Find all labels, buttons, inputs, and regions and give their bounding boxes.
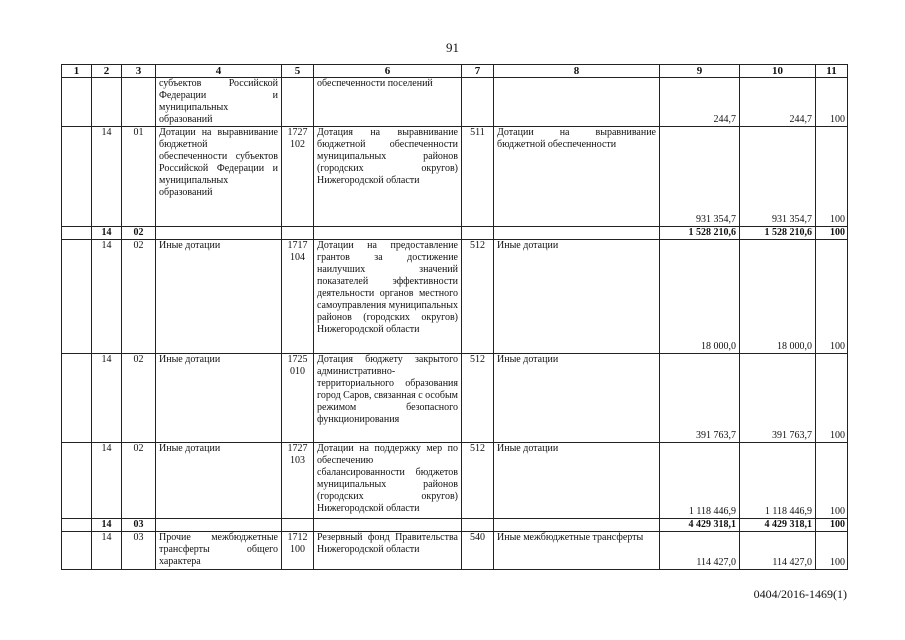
cell-section — [62, 227, 92, 240]
col-header-3: 3 — [122, 65, 156, 78]
cell-target-code — [282, 519, 314, 532]
cell-subchapter: 02 — [122, 443, 156, 519]
cell-section — [62, 519, 92, 532]
cell-section — [62, 78, 92, 127]
cell-target-code: 1712 100 — [282, 532, 314, 570]
col-header-1: 1 — [62, 65, 92, 78]
col-header-6: 6 — [314, 65, 462, 78]
cell-target-code: 1727 103 — [282, 443, 314, 519]
cell-actual: 391 763,7 — [740, 354, 816, 443]
cell-target-code: 1725 010 — [282, 354, 314, 443]
cell-target-name: Дотации на поддержку мер по обеспечению сбалансированности бюджетов муниципальных районов (городских округов) Нижегородской области — [314, 443, 462, 519]
col-header-5: 5 — [282, 65, 314, 78]
cell-target-name — [314, 227, 462, 240]
cell-expense-name: Иные дотации — [494, 443, 660, 519]
cell-subchapter: 02 — [122, 227, 156, 240]
cell-target-name: Резервный фонд Правительства Нижегородской области — [314, 532, 462, 570]
cell-subsection-name: Дотации на выравнивание бюджетной обеспеченности субъектов Российской Федерации и муниципальных образований — [156, 127, 282, 227]
cell-chapter: 14 — [92, 227, 122, 240]
cell-target-name: Дотация на выравнивание бюджетной обеспеченности муниципальных районов (городских округов) Нижегородской области — [314, 127, 462, 227]
cell-expense-name: Иные межбюджетные трансферты — [494, 532, 660, 570]
cell-subsection-name — [156, 519, 282, 532]
cell-subsection-name: Прочие межбюджетные трансферты общего характера — [156, 532, 282, 570]
col-header-2: 2 — [92, 65, 122, 78]
cell-chapter: 14 — [92, 127, 122, 227]
cell-percent: 100 — [816, 240, 848, 354]
cell-actual: 931 354,7 — [740, 127, 816, 227]
cell-planned: 114 427,0 — [660, 532, 740, 570]
cell-chapter: 14 — [92, 240, 122, 354]
col-header-9: 9 — [660, 65, 740, 78]
table-row — [62, 127, 848, 227]
cell-planned: 244,7 — [660, 78, 740, 127]
cell-chapter: 14 — [92, 443, 122, 519]
table-row — [62, 443, 848, 519]
col-header-4: 4 — [156, 65, 282, 78]
cell-percent: 100 — [816, 532, 848, 570]
cell-subsection-name: Иные дотации — [156, 354, 282, 443]
cell-percent: 100 — [816, 227, 848, 240]
cell-subsection-name — [156, 227, 282, 240]
cell-subsection-name: Иные дотации — [156, 240, 282, 354]
cell-chapter: 14 — [92, 519, 122, 532]
cell-target-code — [282, 78, 314, 127]
cell-expense-code — [462, 519, 494, 532]
cell-planned: 931 354,7 — [660, 127, 740, 227]
cell-subchapter: 02 — [122, 240, 156, 354]
cell-section — [62, 443, 92, 519]
table-row — [62, 354, 848, 443]
col-header-8: 8 — [494, 65, 660, 78]
cell-target-name: Дотация бюджету закрытого административно-территориального образования город Саров, связанная с особым режимом безопасного функционирования — [314, 354, 462, 443]
cell-expense-name — [494, 78, 660, 127]
cell-planned: 4 429 318,1 — [660, 519, 740, 532]
cell-planned: 1 528 210,6 — [660, 227, 740, 240]
budget-table — [61, 64, 848, 570]
cell-expense-code: 540 — [462, 532, 494, 570]
col-header-11: 11 — [816, 65, 848, 78]
cell-section — [62, 532, 92, 570]
cell-actual: 114 427,0 — [740, 532, 816, 570]
cell-expense-code — [462, 227, 494, 240]
cell-expense-code: 512 — [462, 240, 494, 354]
cell-target-name: Дотации на предоставление грантов за достижение наилучших значений показателей эффективности деятельности органов местного самоуправления муниципальных районов (городских округов) Нижегородской области — [314, 240, 462, 354]
cell-expense-name: Иные дотации — [494, 240, 660, 354]
cell-actual: 4 429 318,1 — [740, 519, 816, 532]
cell-planned: 1 118 446,9 — [660, 443, 740, 519]
cell-target-name: обеспеченности поселений — [314, 78, 462, 127]
cell-section — [62, 240, 92, 354]
cell-expense-code: 512 — [462, 443, 494, 519]
cell-percent: 100 — [816, 519, 848, 532]
cell-actual: 244,7 — [740, 78, 816, 127]
cell-expense-name: Иные дотации — [494, 354, 660, 443]
cell-chapter — [92, 78, 122, 127]
subtotal-row — [62, 519, 848, 532]
cell-planned: 391 763,7 — [660, 354, 740, 443]
cell-actual: 1 118 446,9 — [740, 443, 816, 519]
cell-planned: 18 000,0 — [660, 240, 740, 354]
cell-expense-name — [494, 519, 660, 532]
document-code: 0404/2016-1469(1) — [753, 587, 847, 601]
cell-expense-name: Дотации на выравнивание бюджетной обеспеченности — [494, 127, 660, 227]
cell-subchapter: 02 — [122, 354, 156, 443]
table-row — [62, 532, 848, 570]
table-row — [62, 78, 848, 127]
cell-percent: 100 — [816, 354, 848, 443]
cell-target-code: 1717 104 — [282, 240, 314, 354]
cell-target-code: 1727 102 — [282, 127, 314, 227]
cell-subsection-name: Иные дотации — [156, 443, 282, 519]
cell-subchapter — [122, 78, 156, 127]
cell-section — [62, 354, 92, 443]
cell-actual: 18 000,0 — [740, 240, 816, 354]
header-row — [62, 65, 848, 78]
cell-target-code — [282, 227, 314, 240]
cell-subchapter: 03 — [122, 532, 156, 570]
cell-chapter: 14 — [92, 532, 122, 570]
cell-percent: 100 — [816, 127, 848, 227]
cell-subchapter: 03 — [122, 519, 156, 532]
col-header-10: 10 — [740, 65, 816, 78]
cell-percent: 100 — [816, 78, 848, 127]
page-number: 91 — [446, 40, 459, 55]
cell-expense-code: 512 — [462, 354, 494, 443]
cell-percent: 100 — [816, 443, 848, 519]
col-header-7: 7 — [462, 65, 494, 78]
cell-subsection-name: субъектов Российской Федерации и муниципальных образований — [156, 78, 282, 127]
cell-chapter: 14 — [92, 354, 122, 443]
cell-expense-code: 511 — [462, 127, 494, 227]
cell-expense-name — [494, 227, 660, 240]
cell-subchapter: 01 — [122, 127, 156, 227]
table-row — [62, 240, 848, 354]
cell-section — [62, 127, 92, 227]
cell-target-name — [314, 519, 462, 532]
cell-actual: 1 528 210,6 — [740, 227, 816, 240]
subtotal-row — [62, 227, 848, 240]
cell-expense-code — [462, 78, 494, 127]
